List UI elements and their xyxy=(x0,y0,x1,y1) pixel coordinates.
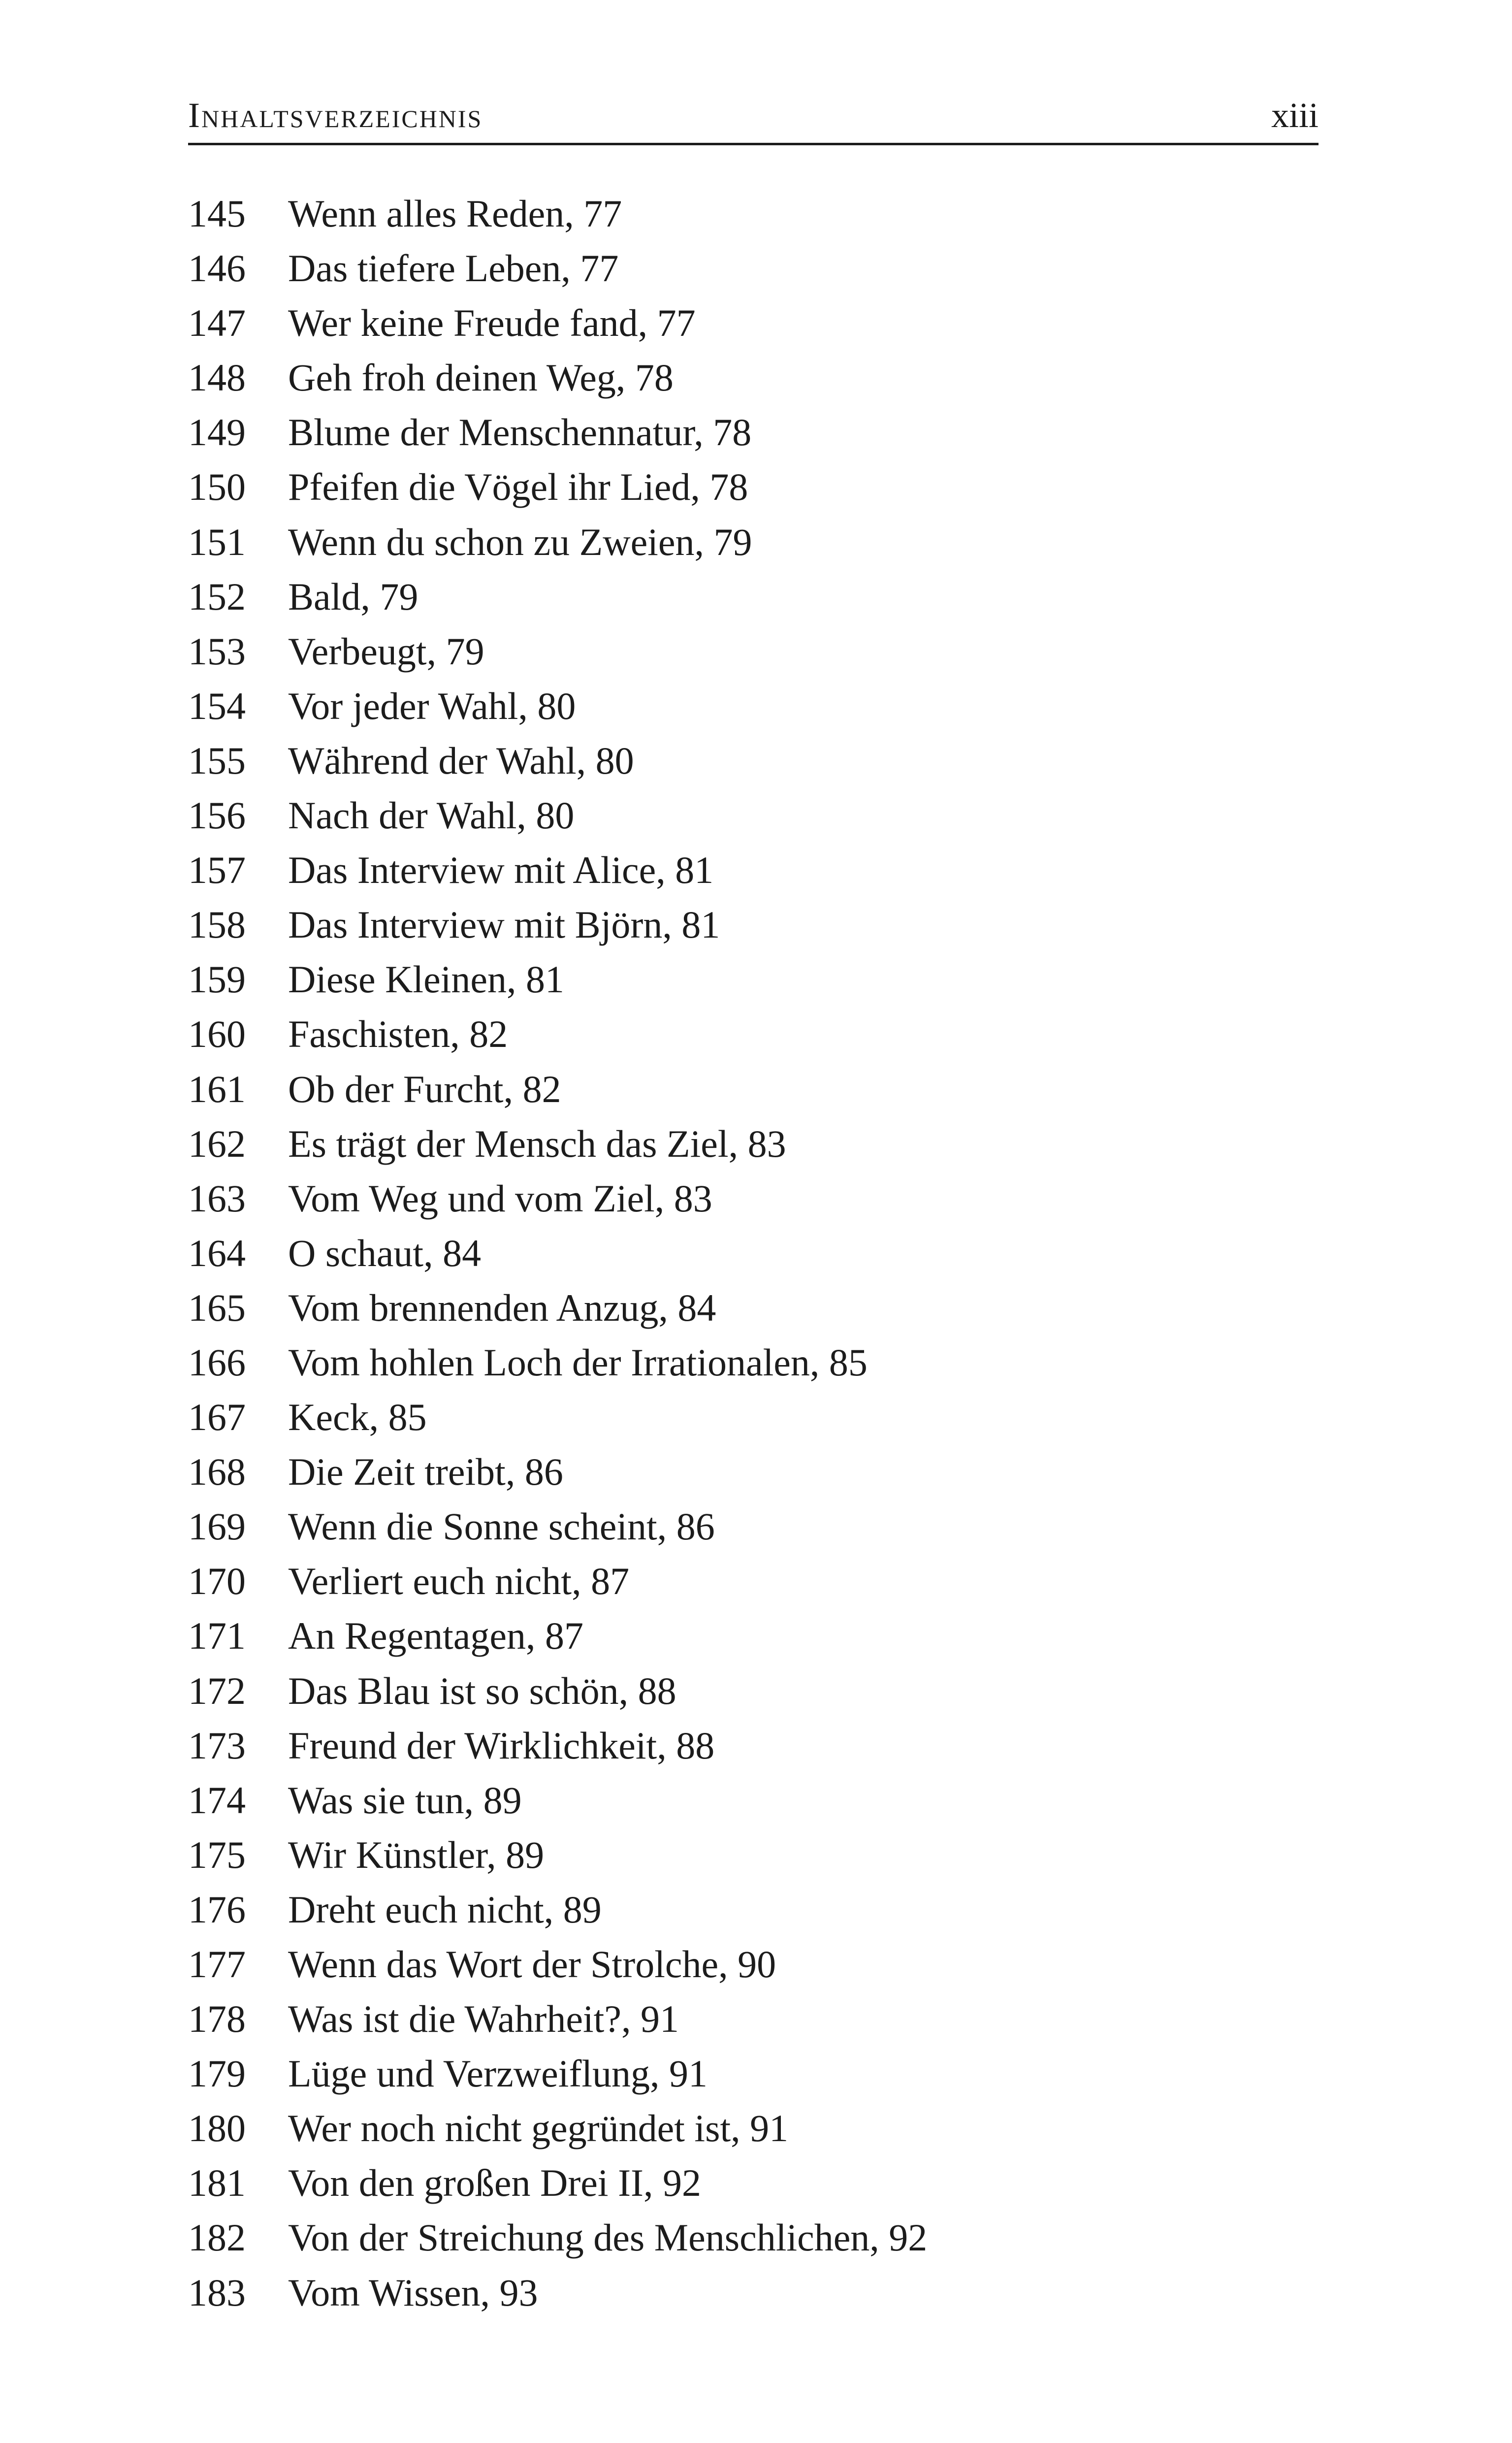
toc-entry-title: Wir Künstler, 89 xyxy=(288,1833,545,1876)
toc-entry xyxy=(188,569,1319,624)
toc-entry-title: Dreht euch nicht, 89 xyxy=(288,1888,602,1931)
toc-entry-number: 183 xyxy=(188,2271,246,2314)
toc-entry-title: Vor jeder Wahl, 80 xyxy=(288,684,576,727)
toc-entry-number: 182 xyxy=(188,2216,246,2259)
toc-entry-number: 178 xyxy=(188,1997,246,2041)
toc-entry xyxy=(188,459,1319,514)
toc-entry xyxy=(188,241,1319,295)
toc-entry-number: 169 xyxy=(188,1505,246,1548)
page-number: xiii xyxy=(1271,96,1319,135)
toc-entry xyxy=(188,2046,1319,2101)
toc-entry xyxy=(188,1882,1319,1937)
toc-entry-number: 148 xyxy=(188,356,246,399)
toc-entry xyxy=(188,897,1319,952)
toc-entry xyxy=(188,624,1319,679)
toc-entry-title: Nach der Wahl, 80 xyxy=(288,794,575,837)
toc-entry xyxy=(188,1991,1319,2046)
toc-entry-number: 179 xyxy=(188,2052,246,2095)
toc-entry-number: 146 xyxy=(188,247,246,290)
toc-entry-title: Keck, 85 xyxy=(288,1396,427,1439)
toc-entry-title: Pfeifen die Vögel ihr Lied, 78 xyxy=(288,465,748,509)
toc-entry-title: Verliert euch nicht, 87 xyxy=(288,1560,630,1603)
toc-entry-number: 157 xyxy=(188,848,246,892)
toc-entry-number: 155 xyxy=(188,739,246,782)
toc-entry xyxy=(188,733,1319,788)
toc-entry xyxy=(188,186,1319,241)
toc-entry-number: 150 xyxy=(188,465,246,509)
toc-entry xyxy=(188,1335,1319,1390)
toc-entry-number: 168 xyxy=(188,1450,246,1494)
toc-entry-number: 154 xyxy=(188,684,246,727)
toc-entry xyxy=(188,295,1319,350)
toc-entry-title: An Regentagen, 87 xyxy=(288,1614,584,1658)
toc-entry-number: 170 xyxy=(188,1560,246,1603)
toc-entry-title: Geh froh deinen Weg, 78 xyxy=(288,356,674,399)
toc-entry-number: 149 xyxy=(188,411,246,454)
toc-entry-number: 180 xyxy=(188,2107,246,2150)
toc-entry-number: 167 xyxy=(188,1396,246,1439)
toc-entry-number: 153 xyxy=(188,629,246,673)
toc-entry-title: Vom hohlen Loch der Irrationalen, 85 xyxy=(288,1340,868,1384)
toc-entry-number: 159 xyxy=(188,958,246,1001)
toc-entry-number: 174 xyxy=(188,1778,246,1822)
toc-entry-title: Was ist die Wahrheit?, 91 xyxy=(288,1997,679,2041)
toc-entry-number: 173 xyxy=(188,1724,246,1767)
toc-entry-number: 162 xyxy=(188,1122,246,1165)
toc-entry-number: 166 xyxy=(188,1340,246,1384)
toc-entry-number: 165 xyxy=(188,1286,246,1329)
toc-entry-number: 152 xyxy=(188,575,246,618)
toc-entry xyxy=(188,1280,1319,1335)
toc-entry-number: 172 xyxy=(188,1669,246,1712)
toc-entry-title: Ob der Furcht, 82 xyxy=(288,1067,561,1110)
toc-entry-number: 175 xyxy=(188,1833,246,1876)
toc-entry-title: Faschisten, 82 xyxy=(288,1012,508,1056)
toc-entry-number: 171 xyxy=(188,1614,246,1658)
toc-entry xyxy=(188,1937,1319,1991)
toc-entry-title: Das Blau ist so schön, 88 xyxy=(288,1669,676,1712)
toc-entry-number: 151 xyxy=(188,520,246,563)
toc-entry-number: 158 xyxy=(188,903,246,946)
toc-entry-title: Das Interview mit Björn, 81 xyxy=(288,903,720,946)
toc-entry xyxy=(188,843,1319,897)
running-header xyxy=(188,89,1319,148)
toc-entry xyxy=(188,2265,1319,2320)
toc-entry xyxy=(188,1444,1319,1499)
toc-entry-number: 145 xyxy=(188,192,246,235)
toc-entry-title: Wenn alles Reden, 77 xyxy=(288,192,622,235)
toc-entry-title: Verbeugt, 79 xyxy=(288,629,484,673)
toc-entry xyxy=(188,1827,1319,1882)
toc-entry xyxy=(188,2101,1319,2155)
toc-entry-title: Blume der Menschennatur, 78 xyxy=(288,411,752,454)
toc-entry xyxy=(188,1718,1319,1773)
toc-entry xyxy=(188,515,1319,569)
toc-entry-title: O schaut, 84 xyxy=(288,1231,482,1274)
toc-entry-title: Von der Streichung des Menschlichen, 92 xyxy=(288,2216,928,2259)
toc-entry-title: Wer keine Freude fand, 77 xyxy=(288,301,696,345)
toc-entry xyxy=(188,952,1319,1007)
table-of-contents-list xyxy=(188,186,1319,2320)
toc-entry-title: Bald, 79 xyxy=(288,575,418,618)
header-rule xyxy=(188,143,1319,145)
toc-entry-title: Während der Wahl, 80 xyxy=(288,739,634,782)
toc-entry-title: Das tiefere Leben, 77 xyxy=(288,247,619,290)
toc-entry-number: 163 xyxy=(188,1176,246,1220)
toc-entry-number: 147 xyxy=(188,301,246,345)
toc-entry-title: Das Interview mit Alice, 81 xyxy=(288,848,714,892)
toc-entry-title: Vom Weg und vom Ziel, 83 xyxy=(288,1176,712,1220)
toc-entry-title: Wenn das Wort der Strolche, 90 xyxy=(288,1943,776,1986)
toc-entry xyxy=(188,679,1319,733)
toc-entry xyxy=(188,2210,1319,2265)
toc-entry-title: Wenn die Sonne scheint, 86 xyxy=(288,1505,715,1548)
toc-entry-number: 156 xyxy=(188,794,246,837)
toc-entry xyxy=(188,1116,1319,1171)
toc-entry xyxy=(188,1499,1319,1554)
running-header-title: Inhaltsverzeichnis xyxy=(188,96,483,135)
toc-entry-number: 161 xyxy=(188,1067,246,1110)
toc-entry-title: Diese Kleinen, 81 xyxy=(288,958,565,1001)
toc-entry xyxy=(188,350,1319,405)
toc-entry-number: 181 xyxy=(188,2161,246,2205)
toc-entry xyxy=(188,1773,1319,1827)
toc-entry xyxy=(188,1663,1319,1718)
toc-entry xyxy=(188,1554,1319,1608)
toc-entry-title: Was sie tun, 89 xyxy=(288,1778,522,1822)
toc-entry-number: 160 xyxy=(188,1012,246,1056)
toc-entry xyxy=(188,1007,1319,1061)
toc-entry xyxy=(188,1171,1319,1226)
toc-entry xyxy=(188,2155,1319,2210)
toc-entry xyxy=(188,1226,1319,1280)
toc-entry-title: Lüge und Verzweiflung, 91 xyxy=(288,2052,708,2095)
toc-entry-number: 176 xyxy=(188,1888,246,1931)
toc-entry xyxy=(188,1390,1319,1444)
toc-entry-number: 164 xyxy=(188,1231,246,1274)
toc-entry-title: Vom brennenden Anzug, 84 xyxy=(288,1286,716,1329)
toc-entry-title: Wenn du schon zu Zweien, 79 xyxy=(288,520,752,563)
toc-entry-title: Freund der Wirklichkeit, 88 xyxy=(288,1724,715,1767)
toc-entry-title: Die Zeit treibt, 86 xyxy=(288,1450,563,1494)
toc-entry xyxy=(188,1062,1319,1116)
toc-entry xyxy=(188,405,1319,459)
toc-entry-title: Vom Wissen, 93 xyxy=(288,2271,538,2314)
toc-entry-title: Wer noch nicht gegründet ist, 91 xyxy=(288,2107,789,2150)
toc-entry-number: 177 xyxy=(188,1943,246,1986)
toc-entry xyxy=(188,1608,1319,1663)
toc-entry-title: Von den großen Drei II, 92 xyxy=(288,2161,702,2205)
toc-entry-title: Es trägt der Mensch das Ziel, 83 xyxy=(288,1122,786,1165)
toc-entry xyxy=(188,788,1319,843)
